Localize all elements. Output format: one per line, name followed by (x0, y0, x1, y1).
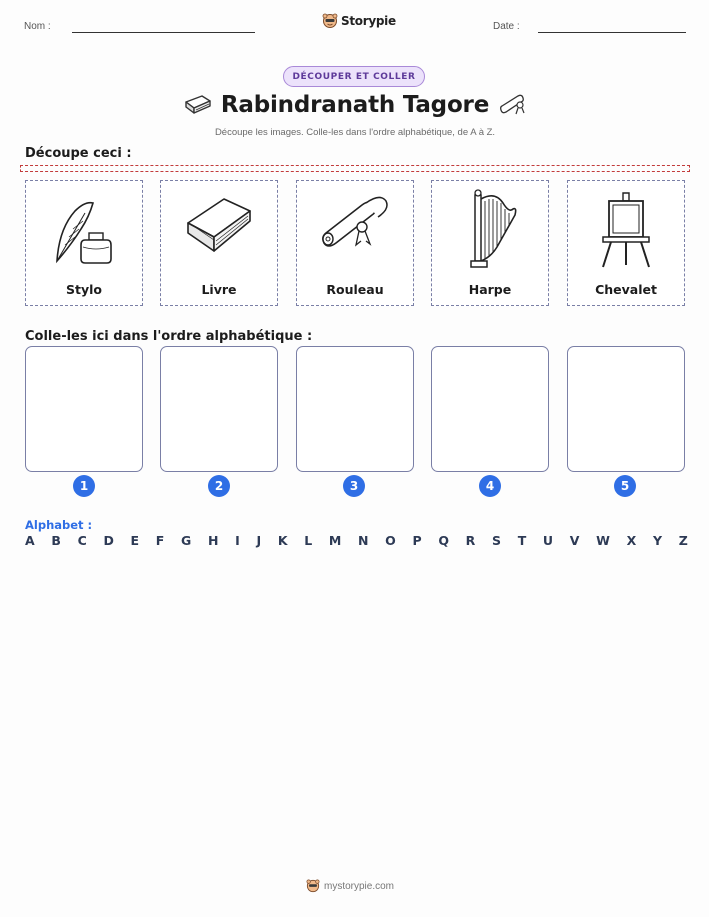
brand-logo (322, 13, 396, 29)
name-label: Nom : (24, 21, 51, 32)
date-label: Date : (493, 21, 520, 32)
alphabet-letter: U (542, 533, 554, 548)
alphabet-letter: T (517, 533, 527, 548)
card-label: Livre (201, 282, 237, 297)
footer-site[interactable]: mystorypie.com (324, 880, 395, 892)
alphabet-letter: L (304, 533, 313, 548)
alphabet-letter: I (235, 533, 240, 548)
harp-icon (451, 189, 529, 271)
storypie-mascot-icon (306, 879, 320, 893)
paste-slot-5[interactable] (567, 346, 685, 472)
alphabet-letter: R (465, 533, 476, 548)
brand-name: Storypie (341, 14, 396, 28)
alphabet-letter: E (130, 533, 140, 548)
paste-slot-4[interactable] (431, 346, 549, 472)
alphabet-letter: S (491, 533, 501, 548)
alphabet-letter: Z (678, 533, 688, 548)
cut-section-heading: Découpe ceci : (25, 146, 132, 161)
alphabet-letter: H (207, 533, 219, 548)
slot-number-2: 2 (208, 475, 230, 497)
instructions: Découpe les images. Colle-les dans l'ordre alphabétique, de A à Z. (214, 127, 496, 138)
slot-number-4: 4 (479, 475, 501, 497)
alphabet-heading: Alphabet : (25, 518, 93, 532)
alphabet-letter: P (412, 533, 422, 548)
alphabet-letter: C (77, 533, 87, 548)
card-label: Harpe (468, 282, 512, 297)
alphabet-letter: M (328, 533, 342, 548)
activity-badge: DÉCOUPER ET COLLER (283, 66, 425, 87)
footer (306, 879, 394, 893)
alphabet-letter: F (155, 533, 165, 548)
storypie-mascot-icon (322, 13, 338, 29)
cut-card-stylo[interactable] (25, 180, 143, 306)
date-line[interactable] (538, 32, 686, 33)
card-label: Chevalet (595, 282, 657, 297)
cut-card-harpe[interactable] (431, 180, 549, 306)
name-line[interactable] (72, 32, 255, 33)
diploma-scroll-icon (498, 92, 528, 118)
slot-number-3: 3 (343, 475, 365, 497)
card-label: Stylo (66, 282, 102, 297)
alphabet-letter: D (103, 533, 114, 548)
quill-pen-inkwell-icon (45, 189, 123, 271)
scroll-icon (316, 189, 394, 271)
alphabet-letter: G (181, 533, 192, 548)
alphabet-letter: W (596, 533, 610, 548)
alphabet-letter: V (569, 533, 580, 548)
alphabet-letter: X (626, 533, 637, 548)
cut-guide-line (20, 165, 690, 172)
card-label: Rouleau (326, 282, 384, 297)
slot-number-5: 5 (614, 475, 636, 497)
paste-slot-2[interactable] (160, 346, 278, 472)
easel-icon (587, 189, 665, 271)
alphabet-row (25, 533, 688, 548)
alphabet-letter: Y (652, 533, 662, 548)
cut-card-rouleau[interactable] (296, 180, 414, 306)
book-icon (180, 189, 258, 271)
page-title: Rabindranath Tagore (220, 92, 490, 118)
paste-slot-3[interactable] (296, 346, 414, 472)
alphabet-letter: Q (438, 533, 449, 548)
cut-card-livre[interactable] (160, 180, 278, 306)
alphabet-letter: N (357, 533, 369, 548)
alphabet-letter: K (277, 533, 288, 548)
paste-slot-1[interactable] (25, 346, 143, 472)
cut-card-chevalet[interactable] (567, 180, 685, 306)
slot-number-1: 1 (73, 475, 95, 497)
paste-section-heading: Colle-les ici dans l'ordre alphabétique : (25, 329, 313, 344)
alphabet-letter: A (25, 533, 35, 548)
alphabet-letter: B (51, 533, 61, 548)
alphabet-letter: J (256, 533, 262, 548)
alphabet-letter: O (385, 533, 396, 548)
